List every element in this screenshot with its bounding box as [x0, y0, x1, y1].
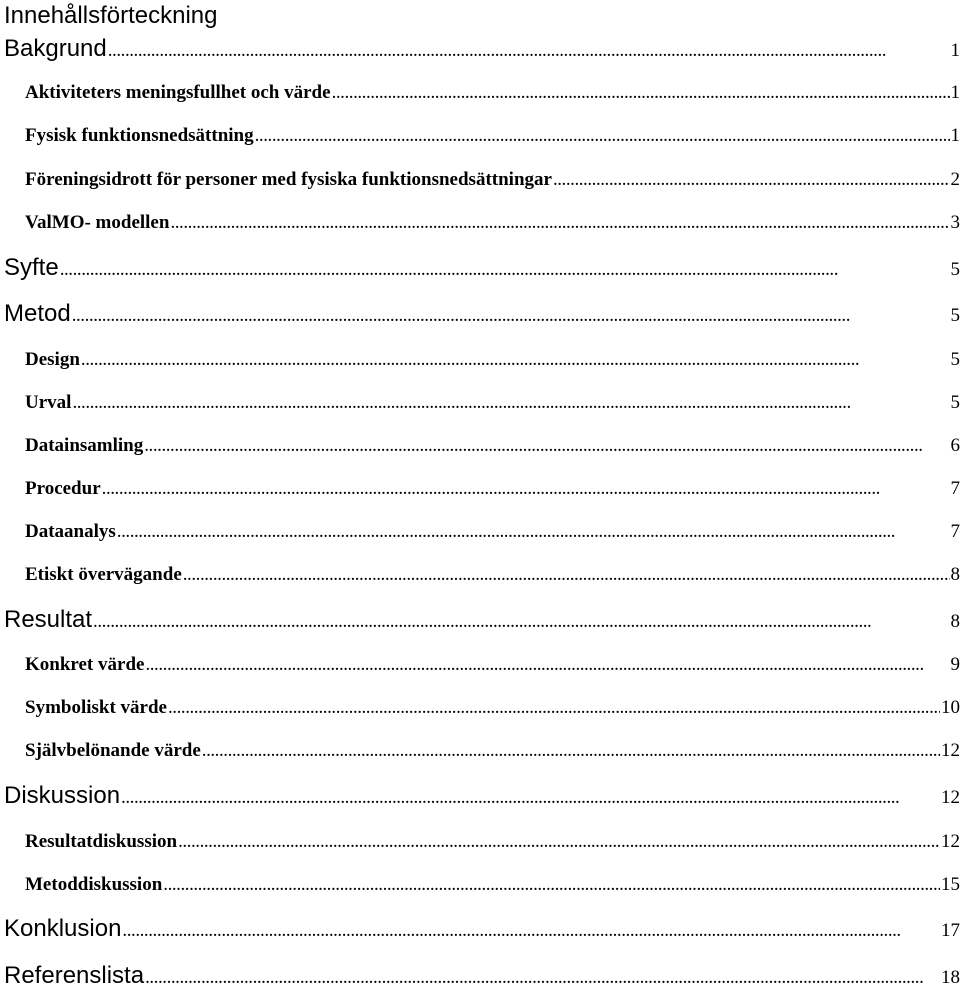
toc-entry-page: 2	[951, 167, 960, 193]
toc-entry-label: Diskussion	[0, 781, 120, 811]
toc-entry-label: Självbelönande värde	[0, 738, 201, 764]
toc-entry-label: Metod	[0, 299, 71, 329]
dot-leader	[144, 433, 949, 459]
toc-entry-aktiviteters[interactable]	[0, 80, 960, 106]
dot-leader	[102, 476, 950, 502]
dot-leader	[108, 36, 950, 66]
toc-entry-diskussion[interactable]	[0, 781, 960, 811]
toc-entry-referenslista[interactable]	[0, 961, 960, 991]
toc-entry-procedur[interactable]	[0, 476, 960, 502]
toc-entry-resultatdiskussion[interactable]	[0, 829, 960, 855]
dot-leader	[178, 829, 940, 855]
toc-entry-label: Bakgrund	[0, 34, 107, 64]
dot-leader	[93, 607, 949, 637]
dot-leader	[117, 519, 950, 545]
toc-entry-page: 5	[951, 390, 960, 416]
toc-heading: Innehållsförteckning	[4, 1, 217, 31]
toc-entry-label: Symboliskt värde	[0, 695, 167, 721]
dot-leader	[170, 210, 949, 236]
toc-entry-page: 5	[951, 347, 960, 373]
toc-entry-label: Aktiviteters meningsfullhet och värde	[0, 80, 331, 106]
toc-entry-design[interactable]	[0, 347, 960, 373]
toc-entry-label: Urval	[0, 390, 71, 416]
dot-leader	[168, 695, 940, 721]
dot-leader	[145, 963, 940, 993]
toc-entry-konklusion[interactable]	[0, 914, 960, 944]
toc-entry-label: Fysisk funktionsnedsättning	[0, 123, 254, 149]
toc-entry-page: 12	[941, 829, 960, 855]
toc-entry-label: Metoddiskussion	[0, 872, 162, 898]
dot-leader	[121, 783, 940, 813]
toc-entry-page: 15	[941, 872, 960, 898]
toc-entry-page: 12	[941, 783, 960, 813]
toc-entry-metoddiskussion[interactable]	[0, 872, 960, 898]
toc-entry-dataanalys[interactable]	[0, 519, 960, 545]
toc-entry-label: Etiskt övervägande	[0, 562, 182, 588]
dot-leader	[202, 738, 940, 764]
toc-entry-label: Konkret värde	[0, 652, 144, 678]
dot-leader	[332, 80, 950, 106]
toc-entry-label: ValMO- modellen	[0, 210, 169, 236]
toc-entry-datainsamling[interactable]	[0, 433, 960, 459]
toc-entry-konkret[interactable]	[0, 652, 960, 678]
dot-leader	[163, 872, 940, 898]
toc-entry-page: 1	[951, 80, 960, 106]
toc-entry-label: Datainsamling	[0, 433, 143, 459]
toc-entry-label: Syfte	[0, 253, 59, 283]
toc-entry-page: 12	[941, 738, 960, 764]
toc-entry-label: Konklusion	[0, 914, 121, 944]
dot-leader	[72, 301, 950, 331]
dot-leader	[72, 390, 949, 416]
dot-leader	[60, 255, 950, 285]
toc-entry-syfte[interactable]	[0, 253, 960, 283]
toc-entry-page: 17	[941, 916, 960, 946]
toc-entry-label: Dataanalys	[0, 519, 116, 545]
toc-entry-page: 1	[951, 123, 960, 149]
toc-entry-page: 6	[951, 433, 960, 459]
dot-leader	[553, 167, 950, 193]
toc-entry-page: 8	[951, 607, 960, 637]
dot-leader	[122, 916, 940, 946]
toc-entry-symboliskt[interactable]	[0, 695, 960, 721]
toc-entry-page: 1	[951, 36, 960, 66]
toc-entry-bakgrund[interactable]	[0, 34, 960, 64]
toc-entry-page: 5	[951, 301, 960, 331]
toc-entry-label: Design	[0, 347, 80, 373]
toc-entry-urval[interactable]	[0, 390, 960, 416]
toc-entry-page: 7	[951, 519, 960, 545]
toc-entry-label: Föreningsidrott för personer med fysiska funktionsnedsättningar	[0, 167, 552, 193]
toc-entry-label: Referenslista	[0, 961, 144, 991]
dot-leader	[145, 652, 949, 678]
toc-entry-etiskt[interactable]	[0, 562, 960, 588]
toc-entry-sjalvbelonande[interactable]	[0, 738, 960, 764]
toc-entry-foreningsidrott[interactable]	[0, 167, 960, 193]
toc-entry-label: Resultatdiskussion	[0, 829, 177, 855]
dot-leader	[255, 123, 950, 149]
dot-leader	[183, 562, 950, 588]
toc-entry-page: 9	[951, 652, 960, 678]
toc-entry-page: 5	[951, 255, 960, 285]
toc-entry-page: 18	[941, 963, 960, 993]
toc-entry-fysisk[interactable]	[0, 123, 960, 149]
toc-entry-page: 3	[951, 210, 960, 236]
toc-entry-resultat[interactable]	[0, 605, 960, 635]
dot-leader	[81, 347, 950, 373]
toc-entry-page: 8	[951, 562, 960, 588]
toc-entry-metod[interactable]	[0, 299, 960, 329]
toc-entry-valmo[interactable]	[0, 210, 960, 236]
toc-entry-label: Procedur	[0, 476, 101, 502]
toc-entry-page: 7	[951, 476, 960, 502]
toc-entry-page: 10	[941, 695, 960, 721]
toc-entry-label: Resultat	[0, 605, 92, 635]
